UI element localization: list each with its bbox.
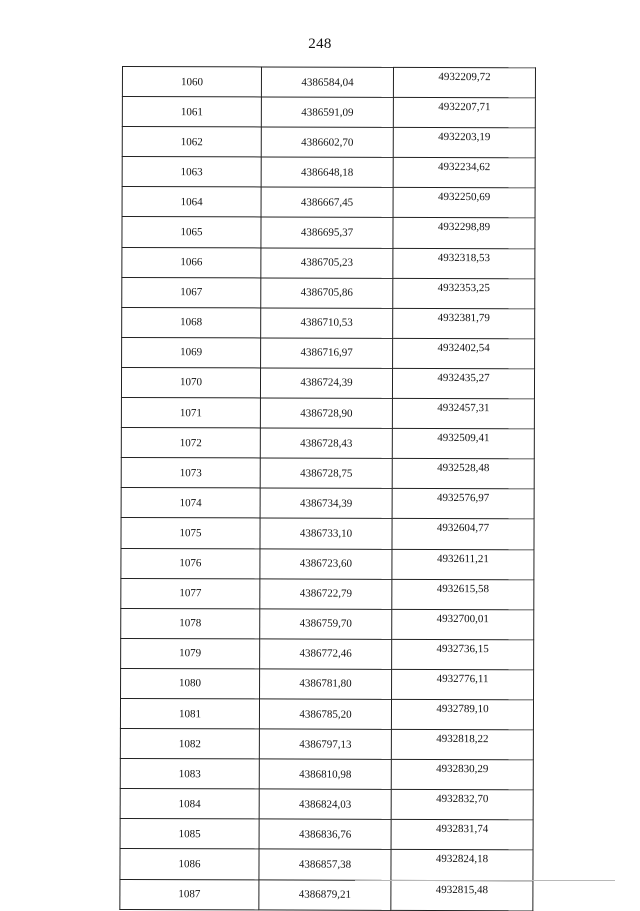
footer-rule bbox=[355, 880, 615, 881]
x-coordinate-cell: 4386836,76 bbox=[259, 819, 391, 850]
x-coordinate-cell: 4386728,75 bbox=[260, 458, 392, 489]
table-row bbox=[121, 668, 534, 699]
y-coordinate-cell: 4932457,31 bbox=[392, 398, 534, 429]
x-coordinate-cell: 4386785,20 bbox=[259, 699, 391, 730]
y-coordinate-cell: 4932402,54 bbox=[393, 338, 535, 369]
table-row bbox=[122, 127, 535, 158]
y-coordinate-cell: 4932509,41 bbox=[392, 428, 534, 459]
table-row bbox=[122, 277, 535, 308]
table-row bbox=[121, 398, 534, 429]
point-number-cell: 1076 bbox=[121, 548, 260, 579]
y-coordinate-cell: 4932353,25 bbox=[393, 278, 535, 309]
table-row bbox=[122, 337, 535, 368]
point-number-cell: 1081 bbox=[120, 698, 259, 729]
table-row bbox=[120, 879, 533, 910]
table-row bbox=[122, 157, 535, 188]
point-number-cell: 1071 bbox=[121, 398, 260, 429]
x-coordinate-cell: 4386667,45 bbox=[261, 187, 393, 218]
table-row bbox=[121, 548, 534, 579]
table-row bbox=[121, 518, 534, 549]
y-coordinate-cell: 4932615,58 bbox=[392, 579, 534, 610]
point-number-cell: 1074 bbox=[121, 488, 260, 519]
point-number-cell: 1072 bbox=[121, 428, 260, 459]
table-row bbox=[121, 367, 534, 398]
x-coordinate-cell: 4386733,10 bbox=[260, 518, 392, 549]
x-coordinate-cell: 4386724,39 bbox=[260, 368, 392, 399]
table-row bbox=[122, 307, 535, 338]
y-coordinate-cell: 4932831,74 bbox=[391, 820, 533, 851]
point-number-cell: 1065 bbox=[122, 217, 261, 248]
y-coordinate-cell: 4932207,71 bbox=[393, 97, 535, 128]
x-coordinate-cell: 4386705,23 bbox=[261, 247, 393, 278]
x-coordinate-cell: 4386710,53 bbox=[261, 308, 393, 339]
y-coordinate-cell: 4932789,10 bbox=[391, 699, 533, 730]
table-row bbox=[122, 217, 535, 248]
page-number: 248 bbox=[308, 36, 332, 52]
y-coordinate-cell: 4932250,69 bbox=[393, 188, 535, 219]
y-coordinate-cell: 4932700,01 bbox=[392, 609, 534, 640]
x-coordinate-cell: 4386772,46 bbox=[260, 639, 392, 670]
x-coordinate-cell: 4386602,70 bbox=[261, 127, 393, 158]
y-coordinate-cell: 4932815,48 bbox=[391, 880, 533, 911]
y-coordinate-cell: 4932818,22 bbox=[391, 729, 533, 760]
y-coordinate-cell: 4932381,79 bbox=[393, 308, 535, 339]
y-coordinate-cell: 4932830,29 bbox=[391, 760, 533, 791]
point-number-cell: 1082 bbox=[120, 729, 259, 760]
point-number-cell: 1080 bbox=[121, 668, 260, 699]
table-row bbox=[122, 67, 535, 98]
table-row bbox=[121, 578, 534, 609]
x-coordinate-cell: 4386797,13 bbox=[259, 729, 391, 760]
y-coordinate-cell: 4932576,97 bbox=[392, 489, 534, 520]
point-number-cell: 1063 bbox=[122, 157, 261, 188]
table-row bbox=[120, 698, 533, 729]
table-row bbox=[121, 638, 534, 669]
table-row bbox=[121, 428, 534, 459]
table-row bbox=[120, 759, 533, 790]
table-row bbox=[120, 819, 533, 850]
x-coordinate-cell: 4386716,97 bbox=[261, 338, 393, 369]
x-coordinate-cell: 4386591,09 bbox=[261, 97, 393, 128]
point-number-cell: 1067 bbox=[122, 277, 261, 308]
point-number-cell: 1075 bbox=[121, 518, 260, 549]
x-coordinate-cell: 4386705,86 bbox=[261, 278, 393, 309]
x-coordinate-cell: 4386584,04 bbox=[261, 67, 393, 98]
point-number-cell: 1085 bbox=[120, 819, 259, 850]
coordinates-table bbox=[119, 66, 536, 911]
y-coordinate-cell: 4932234,62 bbox=[393, 158, 535, 189]
point-number-cell: 1077 bbox=[121, 578, 260, 609]
table-row bbox=[121, 608, 534, 639]
table-row bbox=[122, 97, 535, 128]
y-coordinate-cell: 4932776,11 bbox=[392, 669, 534, 700]
y-coordinate-cell: 4932611,21 bbox=[392, 549, 534, 580]
point-number-cell: 1084 bbox=[120, 789, 259, 820]
x-coordinate-cell: 4386810,98 bbox=[259, 759, 391, 790]
y-coordinate-cell: 4932528,48 bbox=[392, 459, 534, 490]
y-coordinate-cell: 4932736,15 bbox=[392, 639, 534, 670]
point-number-cell: 1086 bbox=[120, 849, 259, 880]
y-coordinate-cell: 4932209,72 bbox=[393, 67, 535, 98]
point-number-cell: 1064 bbox=[122, 187, 261, 218]
x-coordinate-cell: 4386723,60 bbox=[260, 548, 392, 579]
x-coordinate-cell: 4386728,90 bbox=[260, 398, 392, 429]
point-number-cell: 1061 bbox=[122, 97, 261, 128]
point-number-cell: 1073 bbox=[121, 458, 260, 489]
y-coordinate-cell: 4932824,18 bbox=[391, 850, 533, 881]
point-number-cell: 1087 bbox=[120, 879, 259, 910]
y-coordinate-cell: 4932298,89 bbox=[393, 218, 535, 249]
y-coordinate-cell: 4932604,77 bbox=[392, 519, 534, 550]
y-coordinate-cell: 4932832,70 bbox=[391, 790, 533, 821]
table-row bbox=[120, 789, 533, 820]
y-coordinate-cell: 4932203,19 bbox=[393, 128, 535, 159]
x-coordinate-cell: 4386734,39 bbox=[260, 488, 392, 519]
point-number-cell: 1083 bbox=[120, 759, 259, 790]
x-coordinate-cell: 4386879,21 bbox=[259, 879, 391, 910]
table-row bbox=[122, 187, 535, 218]
coordinates-table-body bbox=[120, 67, 536, 911]
x-coordinate-cell: 4386824,03 bbox=[259, 789, 391, 820]
x-coordinate-cell: 4386781,80 bbox=[260, 669, 392, 700]
point-number-cell: 1060 bbox=[122, 67, 261, 98]
table-row bbox=[120, 729, 533, 760]
table-row bbox=[122, 247, 535, 278]
point-number-cell: 1079 bbox=[121, 638, 260, 669]
y-coordinate-cell: 4932435,27 bbox=[392, 368, 534, 399]
x-coordinate-cell: 4386857,38 bbox=[259, 849, 391, 880]
table-row bbox=[120, 849, 533, 880]
x-coordinate-cell: 4386648,18 bbox=[261, 157, 393, 188]
x-coordinate-cell: 4386759,70 bbox=[260, 609, 392, 640]
x-coordinate-cell: 4386722,79 bbox=[260, 579, 392, 610]
point-number-cell: 1070 bbox=[121, 367, 260, 398]
point-number-cell: 1068 bbox=[122, 307, 261, 338]
table-row bbox=[121, 458, 534, 489]
point-number-cell: 1078 bbox=[121, 608, 260, 639]
point-number-cell: 1066 bbox=[122, 247, 261, 278]
point-number-cell: 1069 bbox=[122, 337, 261, 368]
x-coordinate-cell: 4386728,43 bbox=[260, 428, 392, 459]
y-coordinate-cell: 4932318,53 bbox=[393, 248, 535, 279]
x-coordinate-cell: 4386695,37 bbox=[261, 217, 393, 248]
table-row bbox=[121, 488, 534, 519]
point-number-cell: 1062 bbox=[122, 127, 261, 158]
